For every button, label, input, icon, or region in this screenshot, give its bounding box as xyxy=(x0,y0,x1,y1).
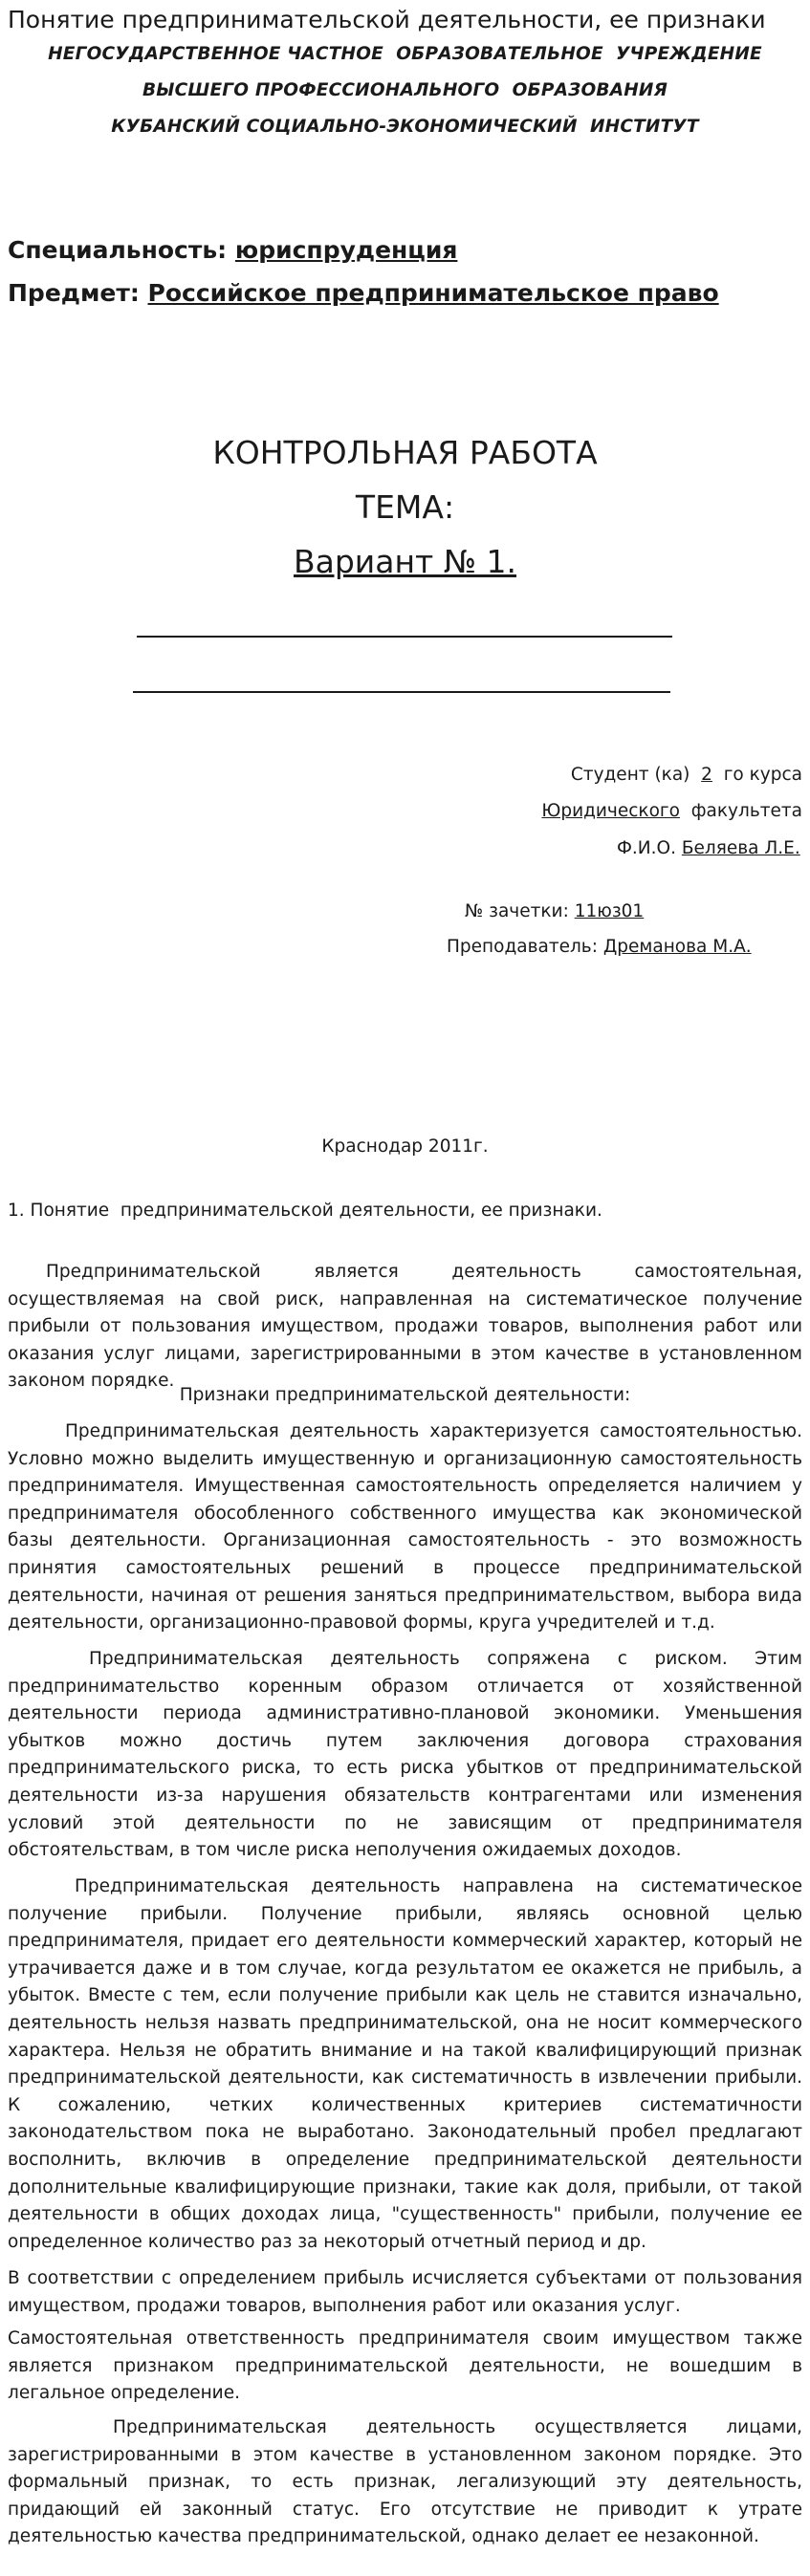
paragraph-profit: Предпринимательская деятельность направлена на систематическое получение прибыли. Получение прибыли, являясь основной целью предпринимателя, придает его деятельности коммерческий характер, который не утрачивается даже и в том случае, когда результатом ее окажется не прибыль, а убыток. Вместе с тем, если получение прибыли как цель не ставится изначально, деятельность нельзя назвать предпринимательской, она не носит коммерческого характера. Нельзя не обратить внимание и на такой квалифицирующий признак предпринимательской деятельности, как систематичность в извлечении прибыли. К сожалению, четких количественных критериев систематичности законодательством пока не выработано. Законодательный пробел предлагают восполнить, включив в определение предпринимательской деятельности дополнительные квалифицирующие признаки, такие как доля, прибыли, от такой деятельности в общих доходах лица, "существенность" прибыли, получение ее определенное количество раз за некоторый отчетный период и др. xyxy=(8,1876,802,2252)
student-fio-line xyxy=(617,838,800,858)
student-course-line xyxy=(571,765,802,785)
paragraph-risk: Предпринимательская деятельность сопряжена с риском. Этим предпринимательство коренным образом отличается от хозяйственной деятельности периода административно-плановой экономики. Уменьшения убытков можно достичь путем заключения договора страхования предпринимательского риска, то есть риска убытков от предпринимательской деятельности из-за нарушения обязательств контрагентами или изменения условий этой деятельности по не зависящим от предпринимателя обстоятельствам, в том числе риска неполучения ожидаемых доходов. xyxy=(8,1649,802,1861)
course-prefix: Студент (ка) xyxy=(570,765,702,785)
course-suffix: го курса xyxy=(711,765,802,785)
record-value: 11юз01 xyxy=(574,901,645,921)
work-type: КОНТРОЛЬНАЯ РАБОТА xyxy=(212,434,598,471)
institution-line-1: НЕГОСУДАРСТВЕННОЕ ЧАСТНОЕ ОБРАЗОВАТЕЛЬНОЕ УЧРЕЖДЕНИЕ xyxy=(48,44,762,64)
record-book-line xyxy=(465,901,644,921)
faculty-suffix: факультета xyxy=(679,801,802,821)
subject-line xyxy=(8,279,719,307)
specialty-line xyxy=(8,236,457,264)
paragraph-independence: Предпринимательская деятельность характеризуется самостоятельностью. Условно можно выделить имущественную и организационную самостоятельность предпринимателя. Имущественная самостоятельность определяется наличием у предпринимателя обособленного собственного имущества как экономической базы деятельности. Организационная самостоятельность - это возможность принятия самостоятельных решений в процессе предпринимательской деятельности, начиная от решения заняться предпринимательством, выбора вида деятельности, организационно-правовой формы, круга учредителей и т.д. xyxy=(8,1421,802,1634)
fio-label: Ф.И.О. xyxy=(617,838,682,858)
record-label: № зачетки: xyxy=(465,901,575,921)
paragraph-liability: Самостоятельная ответственность предпринимателя своим имуществом также является признаком предпринимательской деятельности, не вошедшим в легальное определение. xyxy=(8,2328,802,2404)
theme-label: ТЕМА: xyxy=(355,488,455,526)
specialty-label: Специальность: xyxy=(8,236,235,264)
teacher-value: Дреманова М.А. xyxy=(602,937,752,957)
signs-heading: Признаки предпринимательской деятельности: xyxy=(179,1385,631,1405)
fio-value: Беляева Л.Е. xyxy=(681,838,800,858)
teacher-line xyxy=(447,937,752,957)
theme-blank-line-1 xyxy=(137,636,672,638)
teacher-label: Преподаватель: xyxy=(447,937,603,957)
document-title: Понятие предпринимательской деятельности, ее признаки xyxy=(8,6,766,33)
institution-line-2: ВЫСШЕГО ПРОФЕССИОНАЛЬНОГО ОБРАЗОВАНИЯ xyxy=(142,80,668,100)
paragraph-profit-sources: В соответствии с определением прибыль исчисляется субъектами от пользования имуществом, продажи товаров, выполнения работ или оказания услуг. xyxy=(8,2268,802,2316)
section-heading: 1. Понятие предпринимательской деятельности, ее признаки. xyxy=(8,1201,602,1221)
institution-line-3: КУБАНСКИЙ СОЦИАЛЬНО-ЭКОНОМИЧЕСКИЙ ИНСТИТУТ xyxy=(111,117,699,137)
student-faculty-line xyxy=(541,801,802,821)
specialty-value: юриспруденция xyxy=(234,236,458,264)
course-number: 2 xyxy=(701,765,712,785)
paragraph-registration: Предпринимательская деятельность осуществляется лицами, зарегистрированными в этом качестве в установленном законом порядке. Это формальный признак, то есть признак, легализующий эту деятельность, придающий ей законный статус. Его отсутствие не приводит к утрате деятельностью качества предпринимательской, однако делает ее незаконной. xyxy=(8,2417,802,2547)
faculty-name: Юридического xyxy=(541,801,680,821)
subject-value: Российское предпринимательское право xyxy=(147,279,719,307)
variant-number: Вариант № 1. xyxy=(293,543,517,580)
theme-blank-line-2 xyxy=(133,691,670,693)
paragraph-definition: Предпринимательской является деятельность самостоятельная, осуществляемая на свой риск, направленная на систематическое получение прибыли от пользования имуществом, продажи товаров, выполнения работ или оказания услуг лицами, зарегистрированными в этом качестве в установленном законом порядке. xyxy=(8,1262,802,1392)
city-year: Краснодар 2011г. xyxy=(321,1136,489,1157)
subject-label: Предмет: xyxy=(8,279,148,307)
